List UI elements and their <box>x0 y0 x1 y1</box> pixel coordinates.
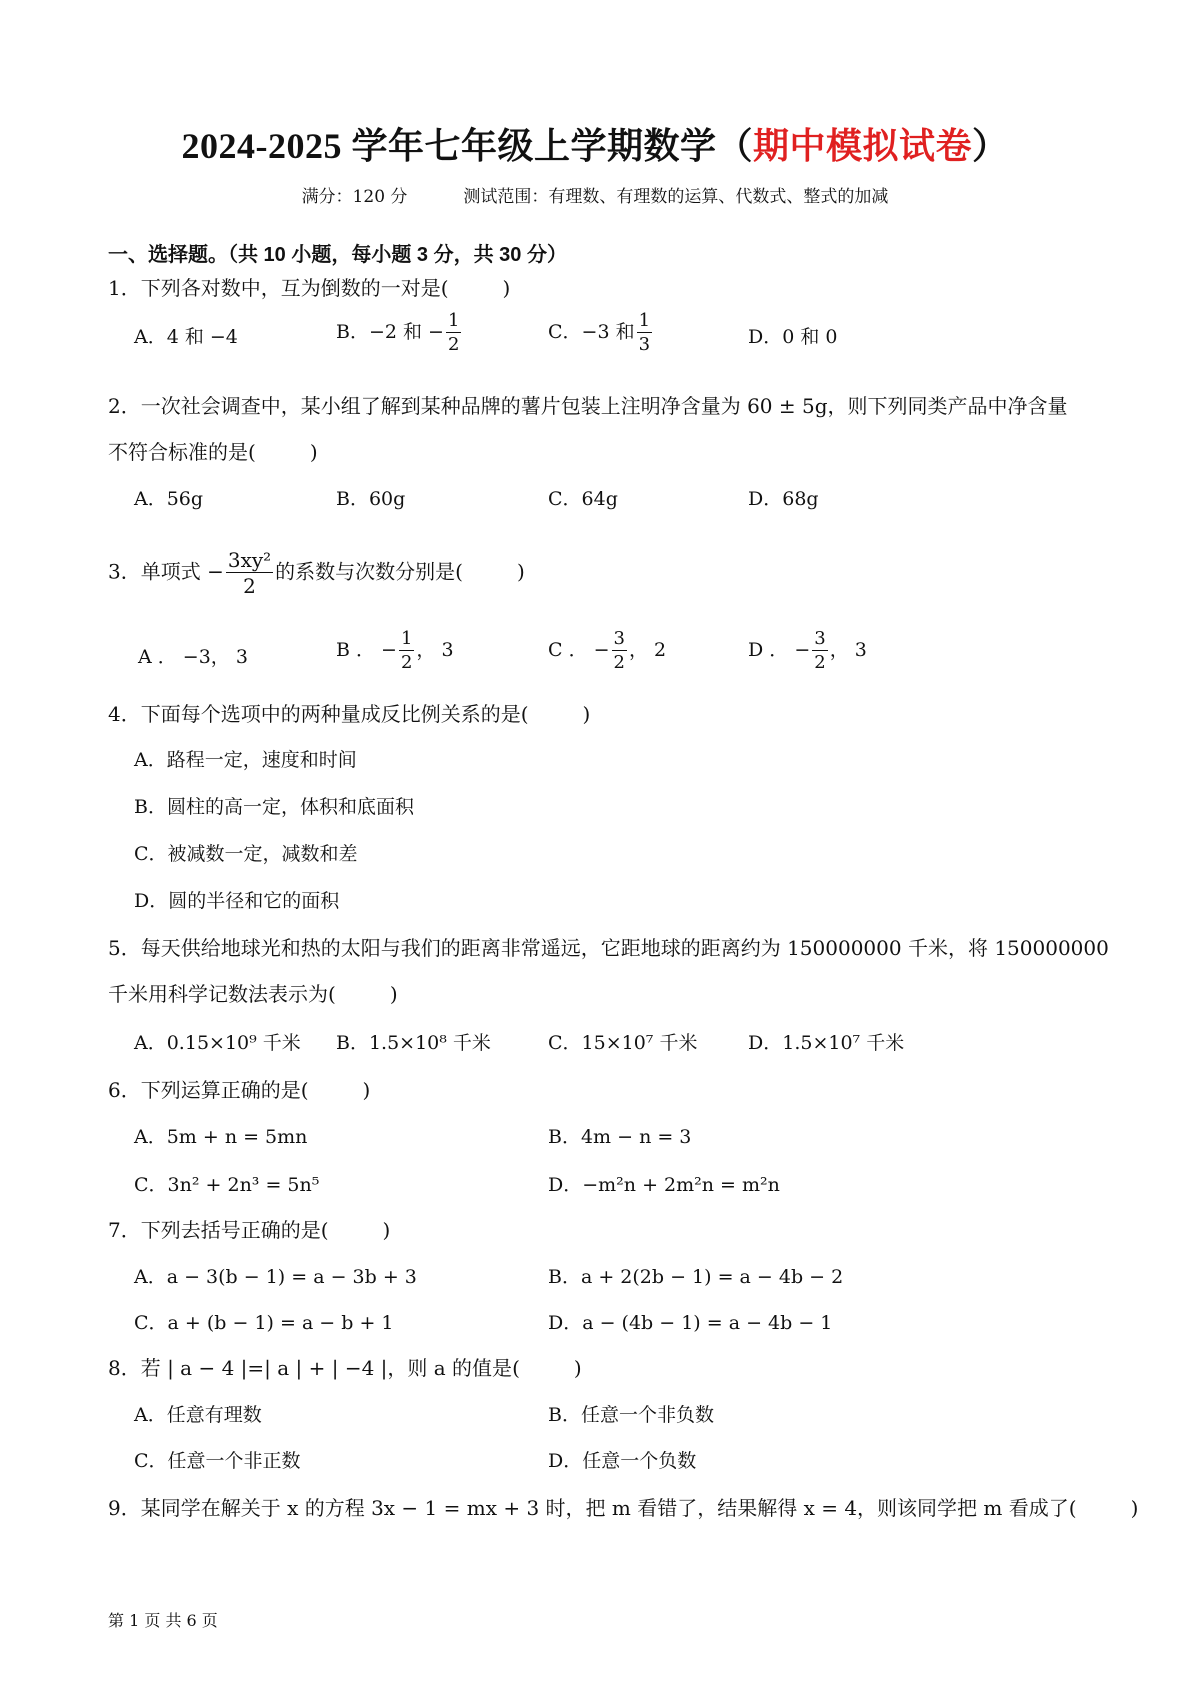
score-text: 满分：120 分 <box>301 187 408 207</box>
q1-option-b <box>336 312 463 354</box>
q7-stem: 7．下列去括号正确的是 <box>108 1218 321 1242</box>
q9-stem: 9．某同学在解关于 x 的方程 3x − 1 = mx + 3 时，把 m 看错了，结果解得 x = 4，则该同学把 m 看成了 <box>108 1496 1069 1520</box>
q6-option-a: A．5m + n = 5mn <box>134 1126 308 1148</box>
frac-den: 2 <box>243 574 256 598</box>
question-2-line1: 2．一次社会调查中，某小组了解到某种品牌的薯片包装上注明净含量为 60 ± 5g，则下列同类产品中净含量 <box>108 394 1068 418</box>
paren-open: ( <box>328 982 336 1006</box>
q3-option-d-text: D ． − <box>748 639 811 661</box>
q3-option-c-tail: ， 2 <box>629 639 667 661</box>
q5-option-b: B．1.5×10⁸ 千米 <box>336 1032 491 1054</box>
q3-option-c-text: C ． − <box>548 639 610 661</box>
paren-open: ( <box>512 1356 520 1380</box>
q1-option-a: A．4 和 −4 <box>134 326 238 348</box>
q8-stem: 8．若 | a − 4 |=| a | + | −4 |，则 a 的值是 <box>108 1356 513 1380</box>
paren-close: ) <box>502 276 511 300</box>
paren-open: ( <box>520 702 529 726</box>
paren-close: ) <box>1130 1496 1139 1520</box>
q3-suffix: 的系数与次数分别是 <box>275 559 456 584</box>
q4-option-c: C．被减数一定，减数和差 <box>134 843 358 865</box>
q2-line2-text: 不符合标准的是 <box>108 440 248 464</box>
frac-num: 3 <box>814 628 826 649</box>
frac-den: 2 <box>447 334 460 355</box>
q3-prefix: 3．单项式 − <box>108 559 224 584</box>
q7-option-c: C．a + (b − 1) = a − b + 1 <box>134 1312 394 1334</box>
title-close: ） <box>972 126 1009 166</box>
q3-option-b-tail: ， 3 <box>416 639 454 661</box>
paren-close: ) <box>573 1356 582 1380</box>
fraction <box>612 630 627 672</box>
question-1 <box>108 272 510 301</box>
frac-den: 2 <box>814 652 826 673</box>
paren-open: ( <box>440 276 449 300</box>
q8-option-b: B．任意一个非负数 <box>548 1404 714 1426</box>
q3-option-b-text: B ． − <box>336 639 397 661</box>
paren-open: ( <box>455 559 463 584</box>
q2-option-d: D．68g <box>748 488 819 510</box>
q7-option-a: A．a − 3(b − 1) = a − 3b + 3 <box>134 1266 417 1288</box>
q3-option-a: A ． −3， 3 <box>138 646 248 668</box>
fraction <box>812 630 827 672</box>
q5-line2-text: 千米用科学记数法表示为 <box>108 982 328 1006</box>
paren-close: ) <box>382 1218 391 1242</box>
paren-close: ) <box>516 559 525 584</box>
q6-option-c: C．3n² + 2n³ = 5n⁵ <box>134 1174 320 1196</box>
frac-num: 3xy² <box>227 548 272 572</box>
question-9 <box>108 1492 1138 1521</box>
monomial-fraction <box>226 550 273 596</box>
q8-option-d: D．任意一个负数 <box>548 1450 697 1472</box>
question-5-line1: 5．每天供给地球光和热的太阳与我们的距离非常遥远，它距地球的距离约为 150000000 千米，将 150000000 <box>108 936 1109 960</box>
q6-stem: 6．下列运算正确的是 <box>108 1078 301 1102</box>
page-title <box>0 118 1190 169</box>
paren-open: ( <box>320 1218 329 1242</box>
q8-option-a: A．任意有理数 <box>134 1404 262 1426</box>
q3-option-d <box>748 630 867 672</box>
paren-close: ) <box>582 702 591 726</box>
question-4 <box>108 698 590 727</box>
page-footer: 第 1 页 共 6 页 <box>108 1611 218 1630</box>
q3-option-d-tail: ， 3 <box>829 639 867 661</box>
q3-option-c <box>548 630 666 672</box>
question-6 <box>108 1074 370 1103</box>
scope-text: 测试范围：有理数、有理数的运算、代数式、整式的加减 <box>463 187 889 207</box>
q1-option-d: D．0 和 0 <box>748 326 838 348</box>
q1-option-b-text: B．−2 和 − <box>336 321 444 343</box>
q6-option-d: D．−m²n + 2m²n = m²n <box>548 1174 780 1196</box>
q7-option-b: B．a + 2(2b − 1) = a − 4b − 2 <box>548 1266 844 1288</box>
q4-option-d: D．圆的半径和它的面积 <box>134 890 340 912</box>
paren-open: ( <box>300 1078 309 1102</box>
frac-den: 3 <box>638 334 651 355</box>
frac-num: 3 <box>613 628 625 649</box>
frac-den: 2 <box>613 652 625 673</box>
question-3 <box>108 550 525 596</box>
frac-num: 1 <box>638 310 651 331</box>
fraction <box>446 312 461 354</box>
q6-option-b: B．4m − n = 3 <box>548 1126 692 1148</box>
q5-option-d: D．1.5×10⁷ 千米 <box>748 1032 905 1054</box>
paren-close: ) <box>309 440 318 464</box>
question-5-line2 <box>108 978 398 1007</box>
q3-option-b <box>336 630 454 672</box>
frac-num: 1 <box>400 628 413 649</box>
frac-num: 1 <box>447 310 460 331</box>
frac-den: 2 <box>400 652 413 673</box>
q4-option-b: B．圆柱的高一定，体积和底面积 <box>134 796 414 818</box>
q8-option-c: C．任意一个非正数 <box>134 1450 301 1472</box>
subtitle <box>0 182 1190 207</box>
q5-option-a: A．0.15×10⁹ 千米 <box>134 1032 301 1054</box>
question-8 <box>108 1352 582 1381</box>
question-7 <box>108 1214 390 1243</box>
q1-option-c <box>548 312 654 354</box>
q1-stem: 1．下列各对数中，互为倒数的一对是 <box>108 276 441 300</box>
q5-option-c: C．15×10⁷ 千米 <box>548 1032 698 1054</box>
q2-option-b: B．60g <box>336 488 406 510</box>
paren-close: ) <box>389 982 398 1006</box>
q1-option-c-text: C．−3 和 <box>548 321 635 343</box>
question-2-line2 <box>108 436 318 465</box>
q2-option-c: C．64g <box>548 488 618 510</box>
fraction <box>399 630 414 672</box>
paren-open: ( <box>1068 1496 1077 1520</box>
fraction <box>637 312 652 354</box>
title-highlight: 期中模拟试卷 <box>752 126 972 166</box>
q2-option-a: A．56g <box>134 488 204 510</box>
paren-close: ) <box>362 1078 371 1102</box>
q4-stem: 4．下面每个选项中的两种量成反比例关系的是 <box>108 702 521 726</box>
paren-open: ( <box>248 440 256 464</box>
q4-option-a: A．路程一定，速度和时间 <box>134 749 357 771</box>
q7-option-d: D．a − (4b − 1) = a − 4b − 1 <box>548 1312 833 1334</box>
title-main: 2024-2025 学年七年级上学期数学（ <box>181 126 753 166</box>
section-heading: 一、选择题。（共 10 小题，每小题 3 分，共 30 分） <box>108 244 567 266</box>
